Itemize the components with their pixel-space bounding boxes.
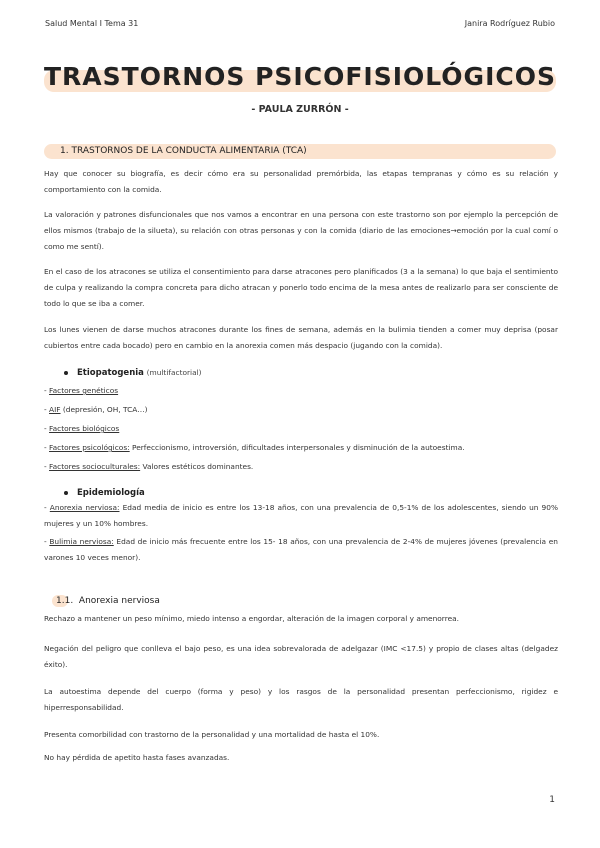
bullet-dot (64, 371, 68, 375)
paragraph: No hay pérdida de apetito hasta fases avanzadas. (44, 753, 230, 762)
paragraph: La valoración y patrones disfuncionales que nos vamos a encontrar en una persona con este trastorno son por ejemplo la percepción de ellos mismos (trabajo de la silueta), su relación con otras personas y con la comida (diario de las emociones→emoción por la cual comí o como me sentí). (44, 210, 558, 251)
paragraph: Negación del peligro que conlleva el bajo peso, es una idea sobrevalorada de adelgazar (IMC <17.5) y propio de clases altas (delgadez éxito). (44, 644, 558, 669)
list-item: - Factores socioculturales: Valores estéticos dominantes. (44, 462, 254, 471)
list-item: - Bulimia nerviosa: Edad de inicio más frecuente entre los 15- 18 años, con una prevalencia de 2-4% de mujeres jóvenes (prevalencia en varones 10 veces menor). (44, 537, 558, 562)
etiopatogenia-heading: Etiopatogenia (multifactorial) (64, 368, 202, 378)
list-item: - Factores biológicos (44, 424, 120, 433)
header-left: Salud Mental I Tema 31 (45, 19, 139, 28)
header-right: Janira Rodríguez Rubio (464, 19, 555, 28)
section-title: 1. TRASTORNOS DE LA CONDUCTA ALIMENTARIA (TCA) (60, 146, 307, 156)
list-item: - Factores genéticos (44, 386, 119, 395)
paragraph: Hay que conocer su biografía, es decir cómo era su personalidad premórbida, las etapas tempranas y cómo es su relación y comportamiento con la comida. (44, 169, 558, 194)
epidemiologia-heading: Epidemiología (64, 488, 145, 498)
list-item: - Anorexia nerviosa: Edad media de inicio es entre los 13-18 años, con una prevalencia de 0,5-1% de los adolescentes, siendo un 90% mujeres y un 10% hombres. (44, 503, 558, 528)
paragraph: Los lunes vienen de darse muchos atracones durante los fines de semana, además en la bulimia tienden a comer muy deprisa (posar cubiertos entre cada bocado) pero en cambio en la anorexia comen más despacio (jugando con la comida). (44, 325, 558, 350)
paragraph: Rechazo a mantener un peso mínimo, miedo intenso a engordar, alteración de la imagen corporal y amenorrea. (44, 614, 460, 623)
paragraph: La autoestima depende del cuerpo (forma y peso) y los rasgos de la personalidad presentan perfeccionismo, rigidez e hiperresponsabilidad. (44, 687, 558, 712)
list-item: - Factores psicológicos: Perfeccionismo, introversión, dificultades interpersonales y disminución de la autoestima. (44, 443, 465, 452)
paragraph: Presenta comorbilidad con trastorno de la personalidad y una mortalidad de hasta el 10%. (44, 730, 380, 739)
paragraph: En el caso de los atracones se utiliza el consentimiento para darse atracones pero planificados (3 a la semana) lo que baja el sentimiento de culpa y realizando la compra concreta para dicho atracan y ponerlo todo encima de la mesa antes de realizarlo para ser consciente de todo lo que se iba a comer. (44, 267, 558, 308)
page-number: 1 (549, 795, 555, 805)
bullet-dot (64, 491, 68, 495)
page-subtitle: - PAULA ZURRÓN - (251, 104, 349, 115)
page-title: TRASTORNOS PSICOFISIOLÓGICOS (44, 62, 556, 91)
subsection-title: 1.1. Anorexia nerviosa (56, 596, 160, 606)
list-item: - AIF (depresión, OH, TCA…) (44, 405, 148, 414)
